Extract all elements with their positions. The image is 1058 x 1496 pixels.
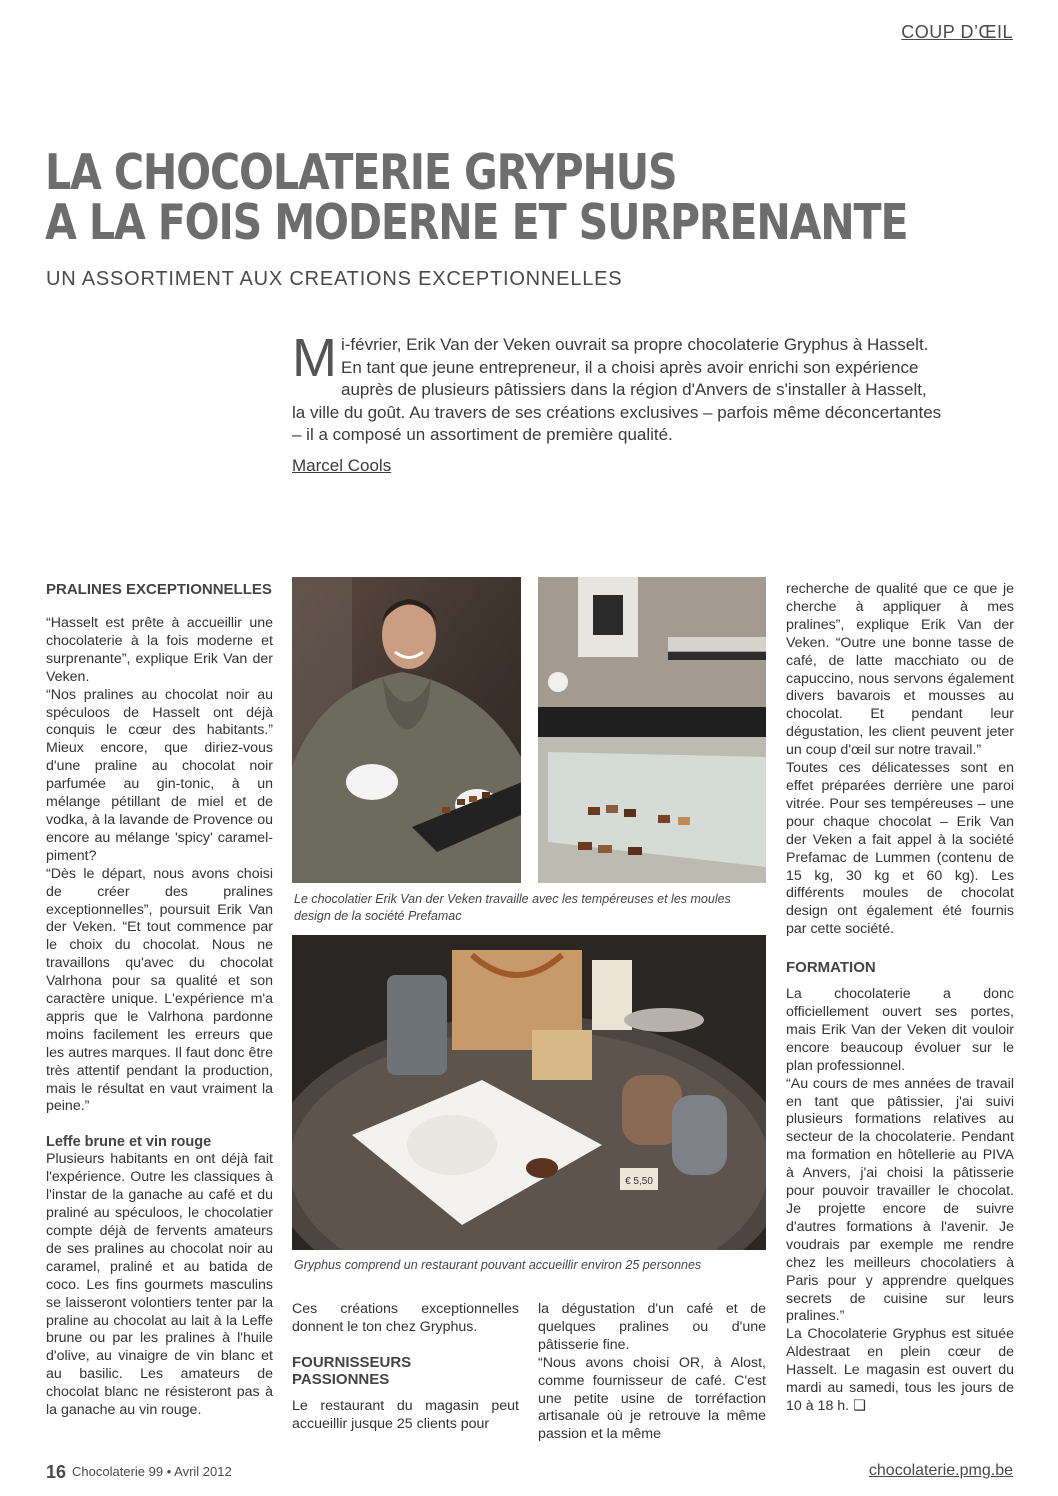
photo-caption: Gryphus comprend un restaurant pouvant accueillir environ 25 personnes <box>294 1258 702 1272</box>
photo-chocolatier <box>292 577 521 883</box>
photo-shop-interior <box>538 577 766 883</box>
paragraph: Plusieurs habitants en ont déjà fait l'expérience. Outre les classiques à l'instar de la ganache au café et du praliné au spéculoos, le chocolatier compte déjà de fervents amateurs de ses pralines au chocolat noir au caramel, praliné et au batida de coco. Les fins gourmets masculins se laisseront volontiers tenter par la praline au chocolat au lait à la Leffe brune ou par les pralines à l'huile d'olive, au vinaigre de vin blanc et au basilic. Les amateurs de chocolat blanc ne résisteront pas à la ganache au vin rouge. <box>46 1151 273 1419</box>
paragraph: “Nos pralines au chocolat noir au spéculoos de Hasselt ont déjà conquis le cœur des habitants.” Mieux encore, que diriez-vous d'une praline au chocolat noir parfumée au gin-tonic, à un mélange pétillant de miel et de vodka, à la lavande de Provence ou encore au mélange 'spicy' caramel-piment? <box>46 686 273 864</box>
paragraph: “Nous avons choisi OR, à Alost, comme fournisseur de café. C'est une petite usine de torréfaction artisanale où je retrouve la même passion et la même <box>538 1354 766 1443</box>
article-column-middle-b <box>538 1301 766 1444</box>
article-column-right <box>786 581 1014 1416</box>
footer-issue <box>46 1462 232 1483</box>
end-mark-icon: ❑ <box>853 1397 866 1414</box>
section-heading-fournisseurs: FOURNISSEURS PASSIONNES <box>292 1353 412 1388</box>
paragraph: Toutes ces délicatesses sont en effet préparées derrière une paroi vitrée. Pour ses tempéreuses – une pour chaque chocolat – Erik Van der Veken a fait appel à la société Prefamac de Lummen (contenu de 15 kg, 30 kg et 60 kg). Les différents moules de chocolat design ont également été fournis par cette société. <box>786 760 1014 938</box>
subheading-leffe: Leffe brune et vin rouge <box>46 1134 212 1151</box>
photo-restaurant-table <box>292 935 766 1250</box>
issue-info: Chocolaterie 99 • Avril 2012 <box>72 1464 232 1479</box>
paragraph: “Au cours de mes années de travail en tant que pâtissier, j'ai suivi plusieurs formations relatives au secteur de la chocolaterie. Pendant ma formation en hôtellerie au PIVA à Anvers, j'ai choisi la pâtisserie pour pouvoir travailler le chocolat. Je projette encore de suivre d'autres formations à l'avenir. Je voudrais par exemple me rendre chez les meilleurs chocolatiers à Paris pour y apprendre quelques secrets de cuisine sur leurs pralines.” <box>786 1075 1014 1325</box>
paragraph <box>786 1326 1014 1416</box>
footer-url-link[interactable]: chocolaterie.pmg.be <box>868 1462 1013 1479</box>
paragraph: “Dès le départ, nous avons choisi de créer des pralines exceptionnelles”, poursuit Erik Van der Veken. “Et tout commence par le choix du chocolat. Nous ne travaillons qu'avec du chocolat Valrhona pour sa qualité et son caractère unique. L'expérience m'a appris que le Valrhona pardonne moins facilement les erreurs que les autres marques. Il faut donc être très attentif pendant la production, mais le résultat en vaut vraiment la peine.” <box>46 865 273 1115</box>
section-heading-pralines: PRALINES EXCEPTIONNELLES <box>46 581 272 598</box>
subheadline: UN ASSORTIMENT AUX CREATIONS EXCEPTIONNELLES <box>46 268 623 290</box>
intro-text: i-février, Erik Van der Veken ouvrait sa propre chocolaterie Gryphus à Hasselt. En tant que jeune entrepreneur, il a choisi après avoir enrichi son expérience auprès de plusieurs pâtissiers dans la région d'Anvers de s'installer à Hasselt, la ville du goût. Au travers de ses créations exclusives – parfois même déconcertantes – il a composé un assortiment de première qualité. <box>292 335 942 444</box>
paragraph: Le restaurant du magasin peut accueillir jusque 25 clients pour <box>292 1397 519 1432</box>
paragraph: recherche de qualité que ce que je cherche à appliquer à mes pralines”, explique Erik Van der Veken. “Outre une bonne tasse de café, de latte macchiato ou de capuccino, nous servons également divers bavarois et mousses au chocolat. Et pendant leur dégustation, les client peuvent jeter un coup d'œil sur notre travail.” <box>786 581 1014 759</box>
author-byline: Marcel Cools <box>292 455 392 475</box>
paragraph: “Hasselt est prête à accueillir une chocolaterie à la fois moderne et surprenante”, explique Erik Van der Veken. <box>46 615 273 685</box>
section-heading-formation: FORMATION <box>786 959 876 977</box>
closing-text: La Chocolaterie Gryphus est située Aldestraat en plein cœur de Hasselt. Le magasin est ouvert du mardi au samedi, tous les jours de 10 à 18 h. <box>786 1326 1014 1414</box>
intro-paragraph <box>292 328 942 477</box>
paragraph: la dégustation d'un café et de quelques pralines ou d'une pâtisserie fine. <box>538 1301 766 1353</box>
headline-line-2: A LA FOIS MODERNE ET SURPRENANTE <box>45 194 908 251</box>
article-column-left <box>46 581 273 1420</box>
article-column-middle-a <box>292 1301 519 1434</box>
drop-cap: M <box>292 328 337 388</box>
paragraph: Ces créations exceptionnelles donnent le ton chez Gryphus. <box>292 1301 519 1335</box>
photo-caption: Le chocolatier Erik Van der Veken travaille avec les tempéreuses et les moules design de la société Prefamac <box>294 892 731 923</box>
section-tag: COUP D’ŒIL <box>901 22 1013 42</box>
price-tag: € 5,50 <box>625 1176 653 1187</box>
headline-line-1: LA CHOCOLATERIE GRYPHUS <box>45 144 677 201</box>
page-number: 16 <box>46 1462 67 1482</box>
page-title <box>45 144 908 251</box>
paragraph: La chocolaterie a donc officiellement ouvert ses portes, mais Erik Van der Veken dit vouloir encore beaucoup évoluer sur le plan professionnel. <box>786 986 1014 1074</box>
